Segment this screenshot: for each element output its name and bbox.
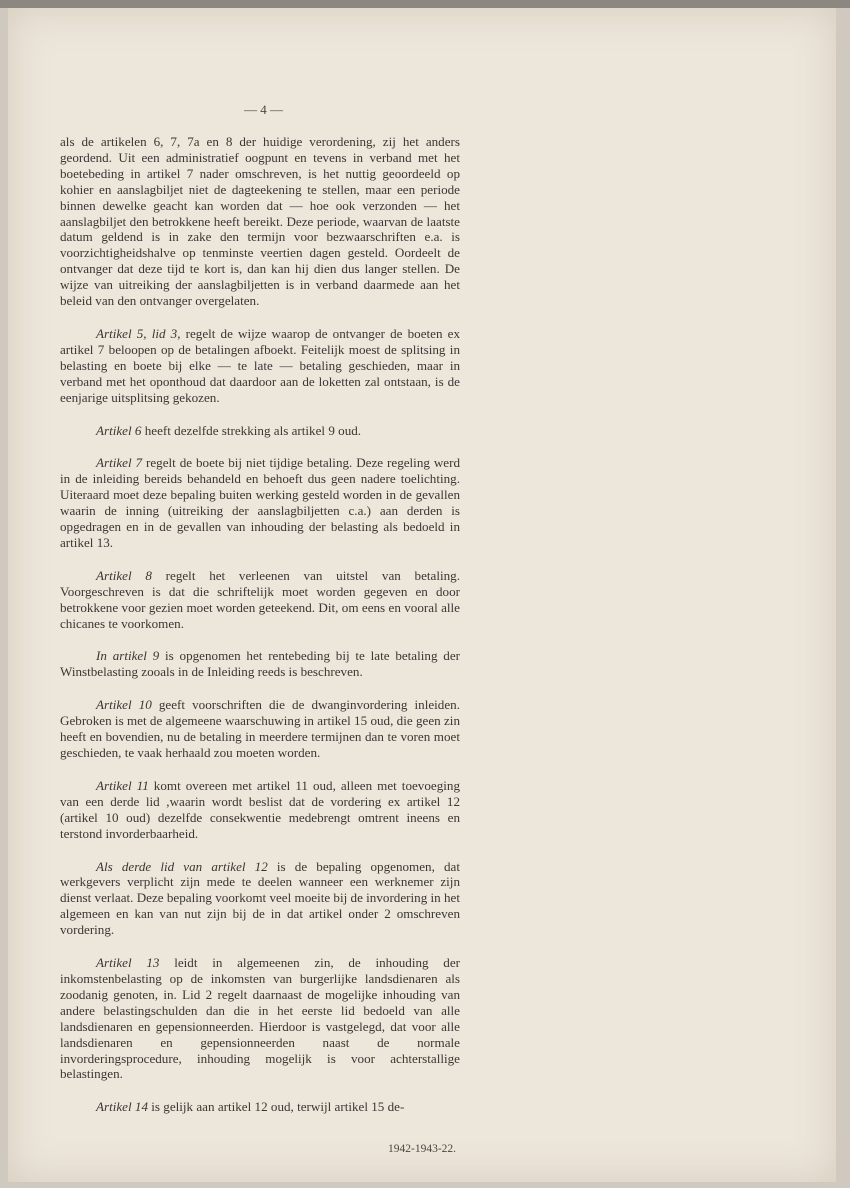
paragraph-text: heeft dezelfde strekking als artikel 9 oud.: [141, 422, 362, 438]
paragraph-artikel-5: [60, 326, 460, 406]
paragraph-text: is de bepaling opgenomen, dat werkgevers verplicht zijn mede te deelen wanneer een werknemer zijn dienst verlaat. Deze bepaling voorkomt veel moeite bij de invordering in het algemeen en kan van nut zijn bij de in dat artikel onder 2 omschreven vordering.: [60, 858, 460, 938]
document-reference-code: 1942-1943-22.: [388, 1143, 457, 1155]
paragraph-artikel-6: [60, 423, 460, 439]
paragraph-text: komt overeen met artikel 11 oud, alleen met toevoeging van een derde lid ,waarin wordt beslist dat de vordering ex artikel 12 (artikel 10 oud) dezelfde consekwentie medebrengt omtrent ineens en terstond invorderbaarheid.: [60, 777, 460, 841]
article-reference: Artikel 8: [96, 567, 152, 583]
page-number: — 4 —: [244, 102, 283, 117]
paragraph-artikel-7: [60, 455, 460, 550]
article-reference: Artikel 10: [96, 697, 152, 713]
paragraph-artikel-11: [60, 778, 460, 842]
paragraph-text: regelt het verleenen van uitstel van betaling. Voorgeschreven is dat die schriftelijk moet worden gegeven en door betrokkene voor gezien moet worden geteekend. Dit, om eens en vooral alle chicanes te voorkomen.: [60, 567, 461, 631]
paragraph-artikel-9: [60, 648, 460, 680]
paragraph-text: is opgenomen het rentebeding bij te late betaling der Winstbelasting zooals in de Inleiding reeds is beschreven.: [60, 648, 460, 680]
paragraph-artikel-14: [60, 1099, 460, 1115]
scan-top-edge: [0, 0, 850, 8]
article-reference: Als derde lid van artikel 12: [96, 858, 268, 874]
paragraph-continuation: [60, 134, 460, 309]
article-reference: Artikel 14: [96, 1099, 148, 1115]
paragraph-text: is gelijk aan artikel 12 oud, terwijl artikel 15 de-: [148, 1099, 405, 1115]
body-text: [60, 102, 460, 1132]
article-reference: Artikel 11: [96, 777, 149, 793]
paragraph-text: als de artikelen 6, 7, 7a en 8 der huidige verordening, zij het anders geordend. Uit een administratief oogpunt en tevens in verband met het boetebeding in artikel 7 nader omschreven, is het nuttig geoordeeld op kohier en aanslagbiljet niet de dagteekening te stellen, maar een periode binnen dewelke geacht kan worden dat — hoe ook verzonden — het aanslagbiljet den betrokkene heeft bereikt. Deze periode, waarvan de laatste datum geldend is in zake den termijn voor bezwaarschriften e.a. is voorzichtigheidshalve op tenminste veertien dagen gesteld. Oordeelt de ontvanger dat deze tijd te kort is, dan kan hij dien dus langer stellen. De wijze van uitreiking der aanslagbiljetten is in verband daarmede aan het beleid van den ontvanger overgelaten.: [60, 134, 460, 309]
paragraph-text: geeft voorschriften die de dwanginvordering inleiden. Gebroken is met de algemeene waarschuwing in artikel 15 oud, die geen zin heeft en bovendien, nu de betaling in meerdere termijnen dan te voren moet geschieden, te vaak herhaald zou moeten worden.: [60, 697, 460, 760]
paragraph-text: leidt in algemeenen zin, de inhouding der inkomstenbelasting op de inkomsten van burgerlijke landsdienaren als zoodanig genoten, in. Lid 2 regelt daarnaast de mogelijke inhouding van andere belastingschulden dan die in het eerste lid bedoeld van alle landsdienaren en gepensionneerden. Hierdoor is vastgelegd, dat voor alle landsdienaren en gepensionneerden naast de normale invorderingsprocedure, inhouding mogelijk is voor achterstallige belastingen.: [60, 955, 461, 1082]
article-reference: Artikel 7: [96, 455, 143, 471]
paragraph-artikel-13: [60, 955, 460, 1082]
article-reference: Artikel 13: [96, 955, 160, 971]
paragraph-text: regelt de boete bij niet tijdige betaling. Deze regeling werd in de inleiding bereids behandeld en behoeft dus geen nadere toelichting. Uiteraard moet deze bepaling buiten werking gesteld worden in de gevallen waarin de inning (uitreiking der aanslagbiljetten c.a.) aan derden is opgedragen en in de gevallen van inhouding der belasting als bedoeld in artikel 13.: [60, 455, 460, 550]
article-reference: Artikel 5, lid 3,: [96, 325, 181, 341]
paragraph-artikel-12: [60, 859, 460, 939]
paragraph-artikel-8: [60, 568, 460, 632]
article-reference: In artikel 9: [96, 648, 160, 664]
paragraph-text: regelt de wijze waarop de ontvanger de boeten ex artikel 7 beloopen op de betalingen afboekt. Feitelijk moest de splitsing in belasting en boete bij elke — te late — betaling geschieden, maar in verband met het oponthoud dat daardoor aan de loketten zal ontstaan, is de eenjarige uitsplitsing gekozen.: [60, 325, 460, 405]
article-reference: Artikel 6: [96, 422, 142, 438]
paragraph-artikel-10: [60, 697, 460, 761]
